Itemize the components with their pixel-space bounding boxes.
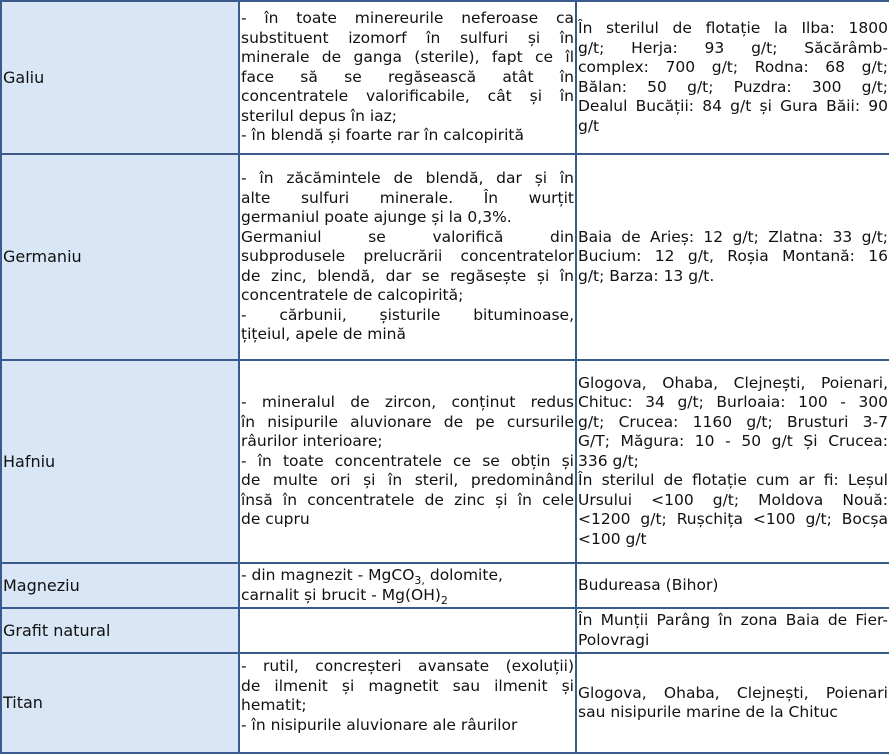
text-line: 336 g/t; [578, 451, 639, 470]
text-line: sau nisipurile marine de la Chituc [578, 703, 838, 721]
element-name: Hafniu [1, 360, 239, 563]
table-row [1, 154, 889, 360]
text-line: - în toate minereurile neferoase ca [241, 9, 574, 28]
text-line: - mineralul de zircon, conținut redus [241, 393, 574, 412]
locations-cell [576, 360, 889, 563]
text-line: Dealul Bucății: 84 g/t și Gura Băii: 90 [578, 97, 888, 115]
text-line: de cupru [241, 510, 310, 529]
text-line: În sterilul de flotație cum ar fi: Leșul [578, 471, 888, 490]
text-line: face să se regăsească atât în [241, 67, 574, 86]
text-line: Budureasa (Bihor) [578, 575, 719, 594]
text-line: în nisipurile aluvionare de pe cursurile [241, 412, 574, 431]
text-line: de multe ori și în steril, predominând [241, 471, 574, 490]
table-row [1, 563, 889, 608]
text-line: g/t; Crucea: 1160 g/t; Brusturi 3-7 [578, 412, 888, 431]
text-line: g/t [578, 116, 600, 135]
locations-cell [576, 653, 889, 753]
text-fragment: - din magnezit - MgCO [241, 566, 415, 584]
text-line [241, 566, 574, 586]
text-line [241, 586, 574, 606]
text-line: Bălan: 50 g/t; Puzdra: 300 g/t; [578, 77, 888, 96]
text-fragment: carnalit și brucit - Mg(OH) [241, 585, 441, 604]
text-line: Bucium: 12 g/t, Roșia Montană: 16 [578, 247, 888, 266]
text-line: alte sulfuri minerale. În wurțit [241, 188, 574, 207]
element-name: Titan [1, 653, 239, 753]
locations-cell [576, 563, 889, 608]
text-line: Glogova, Ohaba, Clejnești, Poienari [578, 683, 888, 702]
text-line: g/t; Barza: 13 g/t. [578, 266, 715, 285]
locations-cell [576, 154, 889, 360]
text-line: - rutil, concreșteri avansate (exoluții) [241, 657, 574, 675]
occurrence-cell [239, 563, 576, 608]
text-line: - în toate concentratele ce se obțin și [241, 451, 574, 470]
text-line: concentratele de calcopirită; [241, 286, 464, 305]
table-row [1, 653, 889, 753]
text-line: Chituc: 34 g/t; Burloaia: 100 - 300 [578, 393, 888, 412]
occurrence-cell [239, 154, 576, 360]
subscript: 3, [414, 574, 425, 586]
text-line: g/t; Herja: 93 g/t; Săcărâmb- [578, 38, 888, 57]
text-line: Germaniul se valorifică din [241, 227, 574, 246]
text-line: minerale de ganga (sterile), fapt ce îl [241, 48, 574, 67]
table-row [1, 1, 889, 154]
text-line: râurilor interioare; [241, 432, 383, 451]
text-line: subprodusele prelucrării concentratelor [241, 247, 574, 266]
text-line: - în nisipurile aluvionare ale râurilor [241, 715, 518, 734]
occurrence-cell [239, 360, 576, 563]
subscript: 2 [440, 593, 448, 605]
text-line: însă în concentratele de zinc și în cele [241, 490, 574, 509]
text-line: hematit; [241, 696, 307, 714]
text-line: În sterilul de flotație la Ilba: 1800 [578, 19, 888, 37]
text-line: complex: 700 g/t; Rodna: 68 g/t; [578, 58, 888, 76]
text-fragment: dolomite, [424, 566, 503, 584]
text-line: - cărbunii, șisturile bituminoase, [241, 305, 574, 324]
element-name: Grafit natural [1, 608, 239, 653]
occurrence-cell [239, 653, 576, 753]
text-line: sterilul depus în iaz; [241, 106, 397, 125]
text-line: - în zăcămintele de blendă, dar și în [241, 169, 574, 188]
text-line: <100 g/t [578, 529, 647, 548]
occurrence-cell [239, 608, 576, 653]
text-line: - în blendă și foarte rar în calcopirită [241, 126, 524, 145]
locations-cell [576, 608, 889, 653]
table-row [1, 360, 889, 563]
text-line: <1200 g/t; Rușchița <100 g/t; Bocșa [578, 510, 888, 529]
text-line: germaniul poate ajunge și la 0,3%. [241, 208, 512, 227]
text-line: Glogova, Ohaba, Clejnești, Poienari, [578, 373, 888, 392]
text-line: țițeiul, apele de mină [241, 325, 406, 344]
table-row [1, 608, 889, 653]
element-name: Germaniu [1, 154, 239, 360]
element-name: Galiu [1, 1, 239, 154]
occurrence-cell [239, 1, 576, 154]
text-line: de zinc, blendă, dar se regăsește și în [241, 266, 574, 285]
text-line: substituent izomorf în sulfuri și în [241, 28, 574, 47]
element-name: Magneziu [1, 563, 239, 608]
text-line: În Munții Parâng în zona Baia de Fier- [578, 611, 888, 629]
locations-cell [576, 1, 889, 154]
text-line: G/T; Măgura: 10 - 50 g/t Și Crucea: [578, 432, 888, 451]
text-line: Baia de Arieș: 12 g/t; Zlatna: 33 g/t; [578, 227, 888, 246]
text-line: concentratele valorificabile, cât și în [241, 87, 574, 106]
text-line: de ilmenit și magnetit sau ilmenit și [241, 676, 574, 695]
text-line: Polovragi [578, 630, 650, 649]
text-line: Ursului <100 g/t; Moldova Nouă: [578, 490, 888, 509]
